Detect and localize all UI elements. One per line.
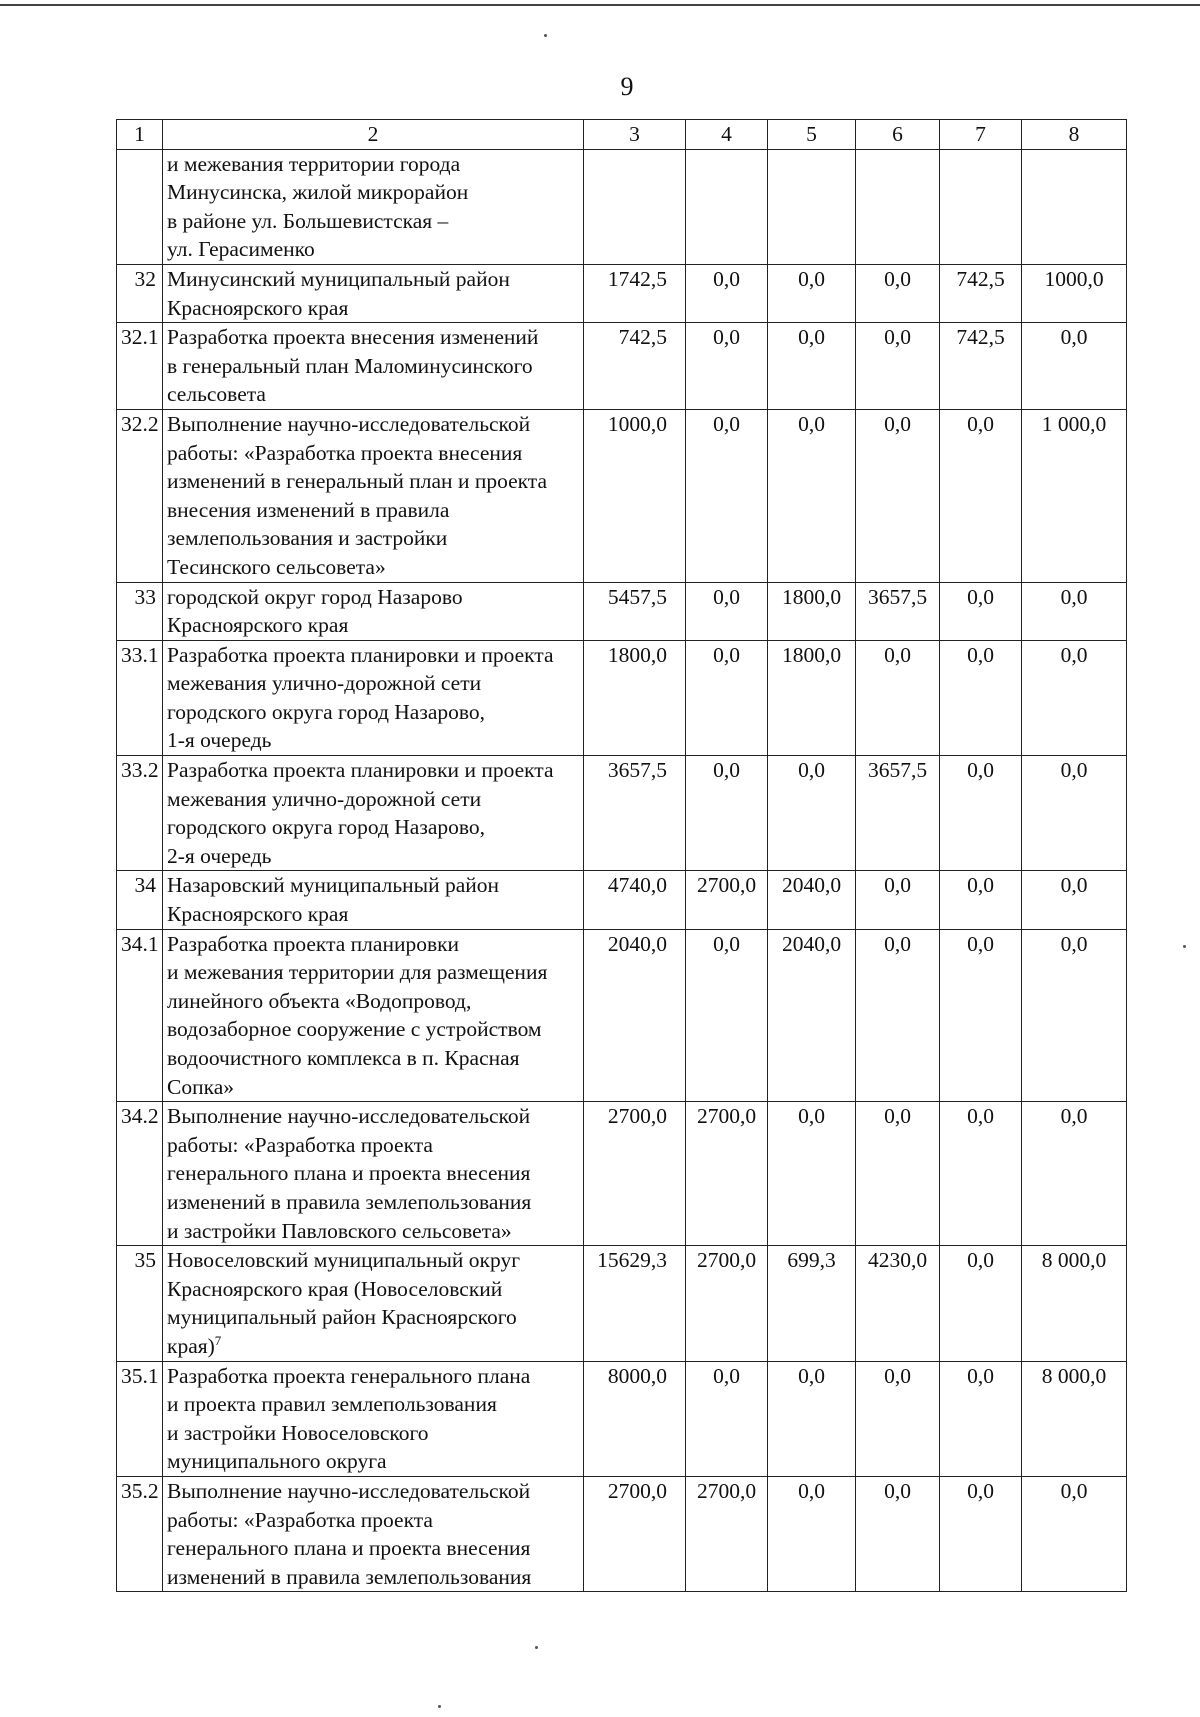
table-row bbox=[117, 1102, 1127, 1246]
row-value-col8: 1 000,0 bbox=[1022, 409, 1127, 582]
row-number: 32.2 bbox=[117, 409, 163, 582]
row-value-col3: 3657,5 bbox=[584, 756, 686, 871]
page-number: 9 bbox=[620, 72, 634, 101]
row-number: 35.2 bbox=[117, 1476, 163, 1591]
table-row bbox=[117, 409, 1127, 582]
row-value-col6: 0,0 bbox=[856, 929, 940, 1102]
row-value-col5: 0,0 bbox=[768, 323, 856, 410]
table-row bbox=[117, 1246, 1127, 1361]
table-row bbox=[117, 149, 1127, 264]
row-value-col4: 0,0 bbox=[686, 756, 768, 871]
row-value-col5: 1800,0 bbox=[768, 640, 856, 755]
table-row bbox=[117, 323, 1127, 410]
row-description bbox=[163, 1361, 584, 1476]
table-row bbox=[117, 1476, 1127, 1591]
column-header: 2 bbox=[163, 120, 584, 150]
table-header-row bbox=[117, 120, 1127, 150]
row-description-text: Новоселовский муниципальный округ Красноярского края (Новоселовский муниципальный район Красноярского края) bbox=[167, 1248, 521, 1358]
row-description-text: Разработка проекта планировки и проекта межевания улично-дорожной сети городского округа город Назарово, 2-я очередь bbox=[167, 758, 554, 868]
row-value-col5: 0,0 bbox=[768, 264, 856, 322]
row-value-col4: 2700,0 bbox=[686, 1102, 768, 1246]
column-header: 1 bbox=[117, 120, 163, 150]
table-row bbox=[117, 756, 1127, 871]
column-header: 5 bbox=[768, 120, 856, 150]
row-number: 32.1 bbox=[117, 323, 163, 410]
scan-speck bbox=[1183, 945, 1186, 948]
row-value-col4: 0,0 bbox=[686, 323, 768, 410]
row-number bbox=[117, 149, 163, 264]
row-value-col6: 3657,5 bbox=[856, 582, 940, 640]
row-description-text: Выполнение научно-исследовательской работы: «Разработка проекта генерального плана и проекта внесения изменений в правила землепользования bbox=[167, 1478, 532, 1589]
column-header: 8 bbox=[1022, 120, 1127, 150]
row-description bbox=[163, 1102, 584, 1246]
column-header: 3 bbox=[584, 120, 686, 150]
row-value-col7 bbox=[940, 149, 1022, 264]
row-value-col7: 0,0 bbox=[940, 1246, 1022, 1361]
row-number: 33 bbox=[117, 582, 163, 640]
row-description-text: Выполнение научно-исследовательской работы: «Разработка проекта внесения изменений в генеральный план и проекта внесения изменений в правила землепользования и застройки Тесинского сельсовета» bbox=[167, 411, 547, 579]
row-value-col8: 0,0 bbox=[1022, 582, 1127, 640]
scan-speck bbox=[438, 1705, 441, 1708]
row-value-col5: 0,0 bbox=[768, 1102, 856, 1246]
row-value-col6: 0,0 bbox=[856, 640, 940, 755]
row-value-col3: 5457,5 bbox=[584, 582, 686, 640]
column-header: 7 bbox=[940, 120, 1022, 150]
row-value-col8: 0,0 bbox=[1022, 1102, 1127, 1246]
row-value-col5: 699,3 bbox=[768, 1246, 856, 1361]
row-description-text: Минусинский муниципальный район Красноярского края bbox=[167, 266, 510, 320]
row-description-text: Назаровский муниципальный район Красноярского края bbox=[167, 873, 500, 927]
row-value-col3: 1800,0 bbox=[584, 640, 686, 755]
row-value-col7: 0,0 bbox=[940, 582, 1022, 640]
row-value-col4: 0,0 bbox=[686, 929, 768, 1102]
row-value-col6: 3657,5 bbox=[856, 756, 940, 871]
row-value-col5: 0,0 bbox=[768, 1476, 856, 1591]
row-value-col6: 4230,0 bbox=[856, 1246, 940, 1361]
row-number: 34 bbox=[117, 871, 163, 929]
row-value-col6: 0,0 bbox=[856, 264, 940, 322]
row-description-text: Выполнение научно-исследовательской работы: «Разработка проекта генерального плана и проекта внесения изменений в правила землепользования и застройки Павловского сельсовета» bbox=[167, 1104, 532, 1243]
row-value-col5: 0,0 bbox=[768, 756, 856, 871]
row-value-col3: 2700,0 bbox=[584, 1476, 686, 1591]
row-value-col4: 0,0 bbox=[686, 1361, 768, 1476]
row-description bbox=[163, 149, 584, 264]
row-description bbox=[163, 264, 584, 322]
table-row bbox=[117, 582, 1127, 640]
row-value-col6: 0,0 bbox=[856, 871, 940, 929]
row-value-col4: 0,0 bbox=[686, 264, 768, 322]
table-row bbox=[117, 640, 1127, 755]
row-description bbox=[163, 1476, 584, 1591]
scan-speck bbox=[544, 34, 547, 37]
row-value-col8: 0,0 bbox=[1022, 871, 1127, 929]
row-value-col8: 0,0 bbox=[1022, 323, 1127, 410]
row-description-text: Разработка проекта внесения изменений в генеральный план Маломинусинского сельсовета bbox=[167, 325, 539, 407]
row-value-col6: 0,0 bbox=[856, 409, 940, 582]
row-value-col7: 0,0 bbox=[940, 1102, 1022, 1246]
row-value-col8: 8 000,0 bbox=[1022, 1246, 1127, 1361]
row-value-col7: 742,5 bbox=[940, 323, 1022, 410]
row-description bbox=[163, 756, 584, 871]
row-description-text: Разработка проекта планировки и межевания территории для размещения линейного объекта «Водопровод, водозаборное сооружение с устройством водоочистного комплекса в п. Красная Сопка» bbox=[167, 931, 548, 1099]
row-value-col5: 1800,0 bbox=[768, 582, 856, 640]
row-value-col3: 742,5 bbox=[584, 323, 686, 410]
row-number: 34.2 bbox=[117, 1102, 163, 1246]
table-row bbox=[117, 1361, 1127, 1476]
row-value-col4: 0,0 bbox=[686, 640, 768, 755]
row-value-col8 bbox=[1022, 149, 1127, 264]
row-value-col6: 0,0 bbox=[856, 1102, 940, 1246]
row-value-col5 bbox=[768, 149, 856, 264]
row-description-text: городской округ город Назарово Красноярского края bbox=[167, 584, 463, 638]
row-value-col3: 2700,0 bbox=[584, 1102, 686, 1246]
row-value-col7: 0,0 bbox=[940, 409, 1022, 582]
row-value-col8: 0,0 bbox=[1022, 1476, 1127, 1591]
table-row bbox=[117, 929, 1127, 1102]
row-description bbox=[163, 582, 584, 640]
row-value-col6 bbox=[856, 149, 940, 264]
row-value-col7: 0,0 bbox=[940, 640, 1022, 755]
table-row bbox=[117, 264, 1127, 322]
row-value-col5: 2040,0 bbox=[768, 929, 856, 1102]
row-value-col4: 2700,0 bbox=[686, 871, 768, 929]
row-value-col7: 0,0 bbox=[940, 1361, 1022, 1476]
row-value-col3 bbox=[584, 149, 686, 264]
row-value-col7: 0,0 bbox=[940, 1476, 1022, 1591]
row-value-col6: 0,0 bbox=[856, 323, 940, 410]
row-value-col8: 0,0 bbox=[1022, 640, 1127, 755]
row-description-text: и межевания территории города Минусинска, жилой микрорайон в районе ул. Большевистская – ул. Герасименко bbox=[167, 151, 469, 262]
row-value-col4 bbox=[686, 149, 768, 264]
row-value-col5: 0,0 bbox=[768, 1361, 856, 1476]
row-value-col4: 2700,0 bbox=[686, 1246, 768, 1361]
row-description bbox=[163, 871, 584, 929]
column-header: 4 bbox=[686, 120, 768, 150]
row-number: 33.2 bbox=[117, 756, 163, 871]
row-description bbox=[163, 640, 584, 755]
row-value-col8: 0,0 bbox=[1022, 756, 1127, 871]
row-value-col6: 0,0 bbox=[856, 1361, 940, 1476]
row-number: 35.1 bbox=[117, 1361, 163, 1476]
row-value-col5: 0,0 bbox=[768, 409, 856, 582]
row-value-col7: 0,0 bbox=[940, 756, 1022, 871]
row-description-text: Разработка проекта генерального плана и проекта правил землепользования и застройки Новоселовского муниципального округа bbox=[167, 1363, 531, 1474]
row-value-col5: 2040,0 bbox=[768, 871, 856, 929]
row-value-col3: 1742,5 bbox=[584, 264, 686, 322]
row-value-col4: 0,0 bbox=[686, 409, 768, 582]
row-description bbox=[163, 323, 584, 410]
row-value-col7: 742,5 bbox=[940, 264, 1022, 322]
row-value-col7: 0,0 bbox=[940, 929, 1022, 1102]
budget-table bbox=[116, 119, 1127, 1592]
row-value-col8: 0,0 bbox=[1022, 929, 1127, 1102]
row-description-text: Разработка проекта планировки и проекта межевания улично-дорожной сети городского округа город Назарово, 1-я очередь bbox=[167, 642, 554, 753]
row-value-col3: 8000,0 bbox=[584, 1361, 686, 1476]
row-number: 35 bbox=[117, 1246, 163, 1361]
row-value-col3: 2040,0 bbox=[584, 929, 686, 1102]
row-value-col6: 0,0 bbox=[856, 1476, 940, 1591]
column-header: 6 bbox=[856, 120, 940, 150]
row-value-col3: 4740,0 bbox=[584, 871, 686, 929]
row-value-col8: 1000,0 bbox=[1022, 264, 1127, 322]
row-value-col4: 0,0 bbox=[686, 582, 768, 640]
scan-speck bbox=[535, 1646, 538, 1649]
table-row bbox=[117, 871, 1127, 929]
page-top-border bbox=[0, 0, 1200, 6]
row-description bbox=[163, 929, 584, 1102]
row-number: 34.1 bbox=[117, 929, 163, 1102]
row-value-col7: 0,0 bbox=[940, 871, 1022, 929]
row-value-col3: 1000,0 bbox=[584, 409, 686, 582]
row-number: 32 bbox=[117, 264, 163, 322]
row-value-col8: 8 000,0 bbox=[1022, 1361, 1127, 1476]
row-value-col4: 2700,0 bbox=[686, 1476, 768, 1591]
footnote-marker: 7 bbox=[214, 1332, 222, 1348]
row-number: 33.1 bbox=[117, 640, 163, 755]
row-value-col3: 15629,3 bbox=[584, 1246, 686, 1361]
row-description bbox=[163, 1246, 584, 1361]
row-description bbox=[163, 409, 584, 582]
